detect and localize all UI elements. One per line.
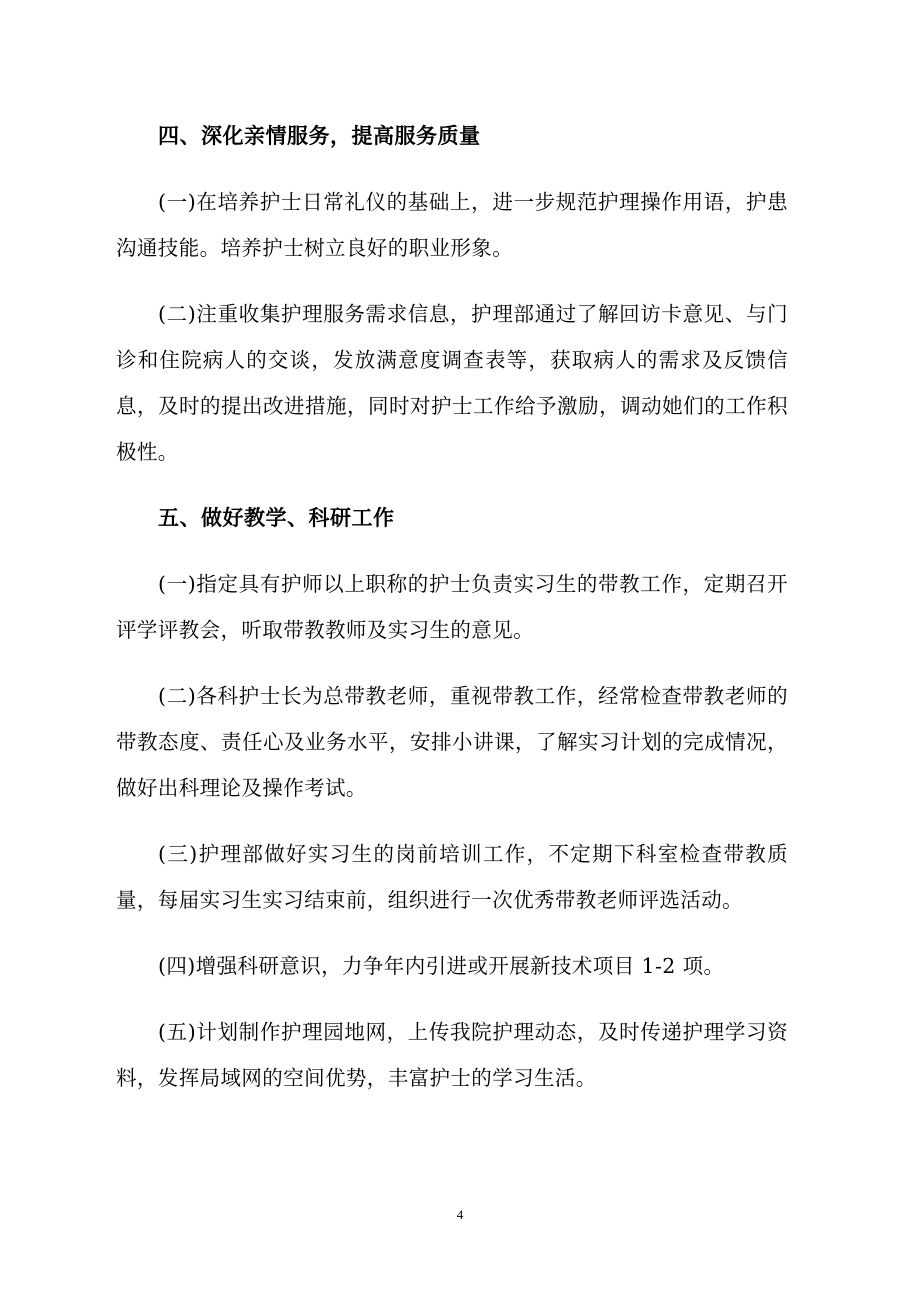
paragraph: (三)护理部做好实习生的岗前培训工作，不定期下科室检查带教质量，每届实习生实习结束前，组织进行一次优秀带教老师评选活动。 bbox=[116, 842, 788, 912]
section-4 bbox=[116, 113, 788, 475]
section-heading: 五、做好教学、科研工作 bbox=[158, 505, 395, 530]
section-heading: 四、深化亲情服务，提高服务质量 bbox=[158, 123, 481, 148]
paragraph: (四)增强科研意识，力争年内引进或开展新技术项目 1-2 项。 bbox=[158, 954, 725, 978]
paragraph: (五)计划制作护理园地网，上传我院护理动态，及时传递护理学习资料，发挥局域网的空间优势，丰富护士的学习生活。 bbox=[116, 1020, 788, 1090]
paragraph: (一)在培养护士日常礼仪的基础上，进一步规范护理操作用语，护患沟通技能。培养护士树立良好的职业形象。 bbox=[116, 190, 788, 260]
page-number: 4 bbox=[456, 1207, 464, 1222]
paragraph: (一)指定具有护师以上职称的护士负责实习生的带教工作，定期召开评学评教会，听取带教教师及实习生的意见。 bbox=[116, 572, 788, 642]
paragraph: (二)注重收集护理服务需求信息，护理部通过了解回访卡意见、与门诊和住院病人的交谈，发放满意度调查表等，获取病人的需求及反馈信息，及时的提出改进措施，同时对护士工作给予激励，调动她们的工作积极性。 bbox=[116, 302, 788, 464]
paragraph: (二)各科护士长为总带教老师，重视带教工作，经常检查带教老师的带教态度、责任心及业务水平，安排小讲课，了解实习计划的完成情况，做好出科理论及操作考试。 bbox=[116, 684, 788, 800]
section-5 bbox=[116, 495, 788, 1101]
document-body bbox=[116, 113, 788, 1121]
